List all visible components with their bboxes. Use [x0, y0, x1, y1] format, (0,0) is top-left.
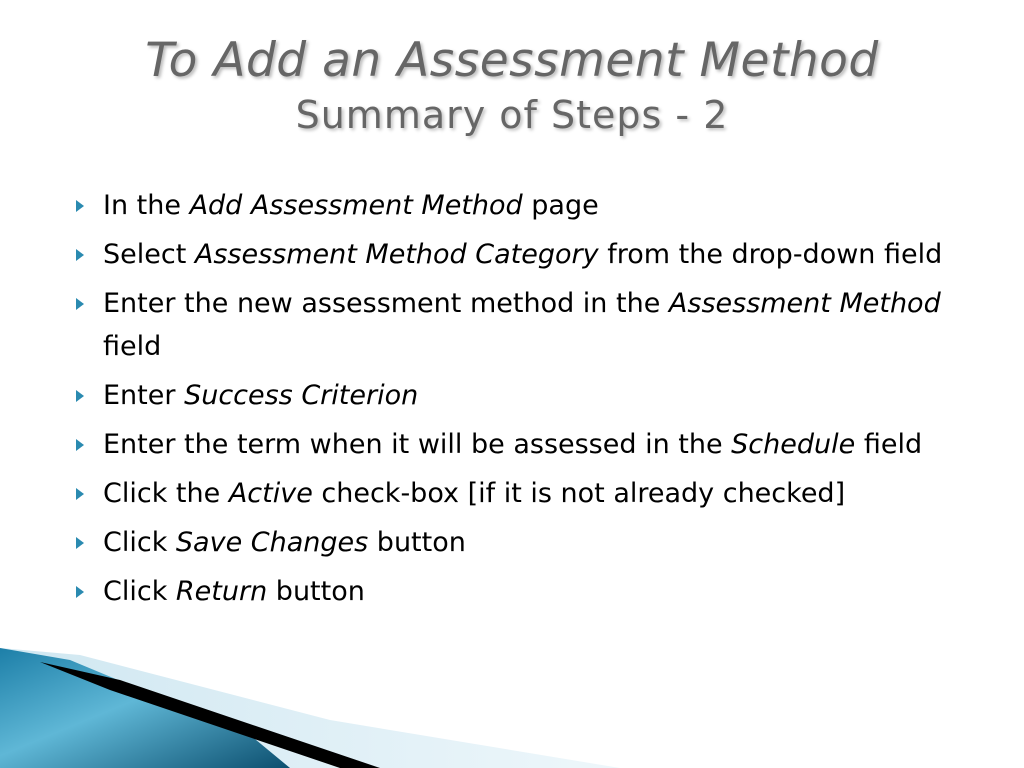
step-text-after: button	[368, 527, 466, 558]
step-text-before: Enter	[103, 380, 185, 411]
triangle-bullet-icon	[76, 488, 84, 500]
slide-title	[0, 32, 1024, 140]
step-emphasis: Add Assessment Method	[189, 190, 523, 221]
title-main: To Add an Assessment Method	[145, 33, 879, 88]
title-subtitle: Summary of Steps - 2	[295, 93, 729, 137]
step-emphasis: Assessment Method Category	[194, 239, 599, 270]
triangle-bullet-icon	[76, 390, 84, 402]
step-item	[72, 570, 1002, 613]
step-emphasis: Save Changes	[175, 527, 369, 558]
steps-list	[72, 184, 1002, 619]
step-text-before: Click	[103, 576, 176, 607]
triangle-bullet-icon	[76, 586, 84, 598]
step-text-after: button	[267, 576, 365, 607]
step-text-after: from the drop-down field	[598, 239, 943, 270]
step-item	[72, 521, 1002, 564]
step-text-after: page	[522, 190, 599, 221]
step-text-after: check-box [if it is not already checked]	[312, 478, 846, 509]
triangle-bullet-icon	[76, 200, 84, 212]
step-text-before: Select	[103, 239, 195, 270]
step-item	[72, 233, 1002, 276]
step-emphasis: Schedule	[731, 429, 856, 460]
step-text-before: Enter the term when it will be assessed in the	[103, 429, 732, 460]
step-text-before: Click the	[103, 478, 229, 509]
step-item	[72, 374, 1002, 417]
step-emphasis: Active	[228, 478, 313, 509]
triangle-bullet-icon	[76, 249, 84, 261]
triangle-bullet-icon	[76, 298, 84, 310]
step-emphasis: Return	[175, 576, 268, 607]
step-emphasis: Assessment Method	[668, 288, 941, 319]
step-item	[72, 282, 1002, 368]
step-text-before: In the	[103, 190, 190, 221]
step-text-after: field	[103, 331, 162, 362]
step-item	[72, 472, 1002, 515]
step-text-before: Enter the new assessment method in the	[103, 288, 669, 319]
step-emphasis: Success Criterion	[184, 380, 419, 411]
step-text-after: field	[855, 429, 923, 460]
step-text-before: Click	[103, 527, 176, 558]
triangle-bullet-icon	[76, 439, 84, 451]
triangle-bullet-icon	[76, 537, 84, 549]
step-item	[72, 423, 1002, 466]
step-item	[72, 184, 1002, 227]
